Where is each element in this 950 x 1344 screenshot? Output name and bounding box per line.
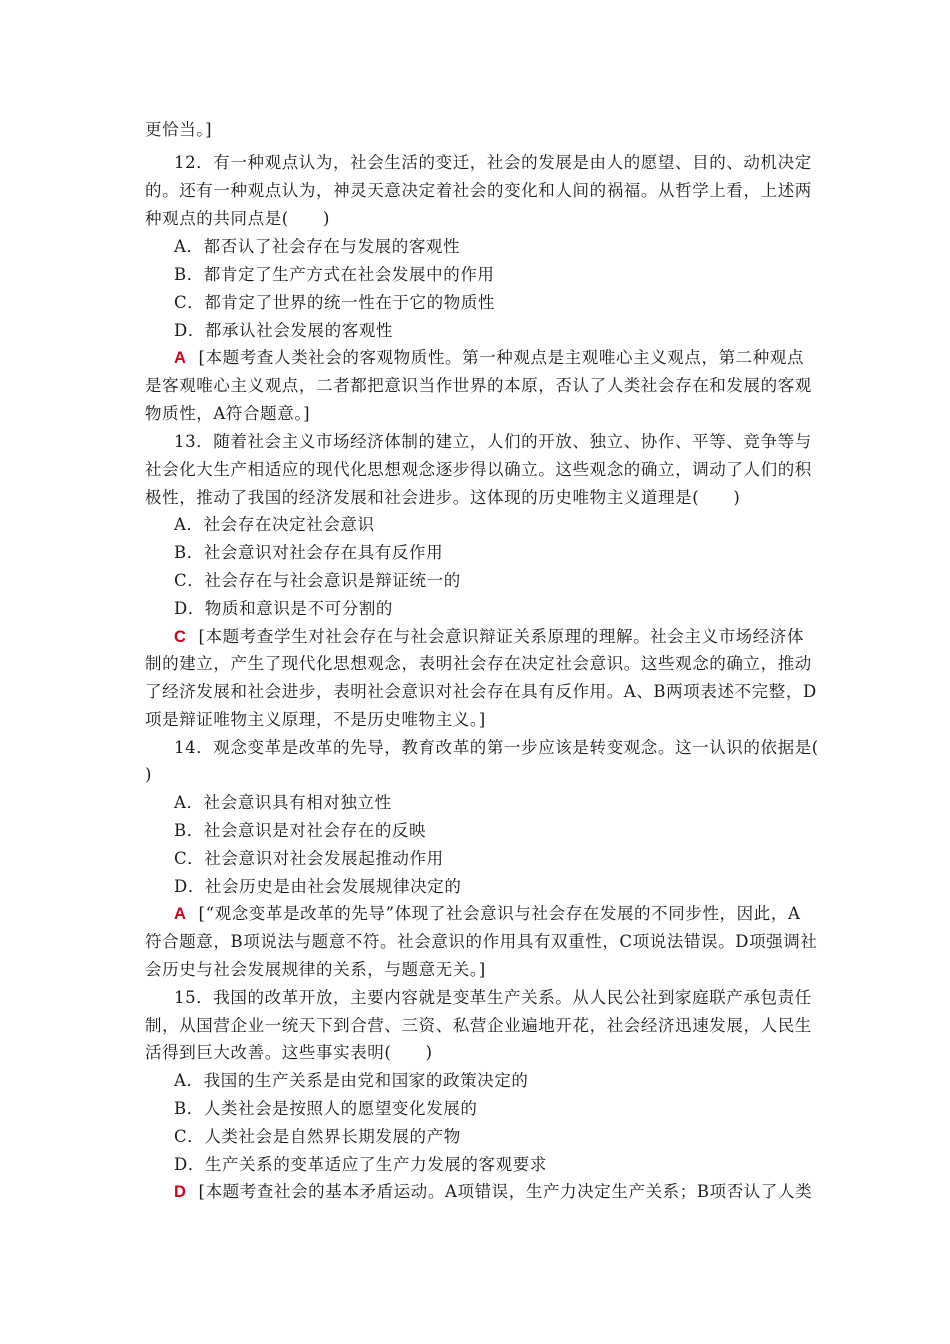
question-stem-line: 15．我国的改革开放，主要内容就是变革生产关系。从人民公社到家庭联产承包责任 — [174, 988, 812, 1007]
option-b: B．社会意识是对社会存在的反映 — [174, 821, 427, 840]
option-a: A．社会意识具有相对独立性 — [174, 793, 392, 812]
explanation-line: 制的建立，产生了现代化思想观念，表明社会存在决定社会意识。这些观念的确立，推动 — [145, 654, 812, 673]
answer-explanation-line — [174, 348, 839, 368]
explanation-text: [本题考查人类社会的客观物质性。第一种观点是主观唯心主义观点，第二种观点 — [198, 348, 805, 367]
explanation-line: 会历史与社会发展规律的关系，与题意无关。] — [145, 960, 486, 979]
option-b: B．社会意识对社会存在具有反作用 — [174, 543, 444, 562]
question-stem-line: 12．有一种观点认为，社会生活的变迁，社会的发展是由人的愿望、目的、动机决定 — [174, 153, 812, 172]
answer-explanation-line — [174, 1182, 839, 1202]
question-stem-line: 的。还有一种观点认为，神灵天意决定着社会的变化和人间的祸福。从哲学上看，上述两 — [145, 181, 812, 200]
answer-letter: A — [174, 349, 187, 367]
option-d: D．都承认社会发展的客观性 — [174, 321, 394, 340]
option-a: A．我国的生产关系是由党和国家的政策决定的 — [174, 1071, 529, 1090]
answer-explanation-line — [174, 904, 839, 924]
question-stem-line: 极性，推动了我国的经济发展和社会进步。这体现的历史唯物主义道理是( ) — [145, 488, 741, 507]
option-c: C．都肯定了世界的统一性在于它的物质性 — [174, 293, 496, 312]
explanation-line: 是客观唯心主义观点，二者都把意识当作世界的本原，否认了人类社会存在和发展的客观 — [145, 376, 812, 395]
option-c: C．人类社会是自然界长期发展的产物 — [174, 1127, 461, 1146]
question-stem-line: 社会化大生产相适应的现代化思想观念逐步得以确立。这些观念的确立，调动了人们的积 — [145, 460, 812, 479]
question-stem-line: 活得到巨大改善。这些事实表明( ) — [145, 1043, 433, 1062]
option-c: C．社会存在与社会意识是辩证统一的 — [174, 571, 461, 590]
option-d: D．物质和意识是不可分割的 — [174, 599, 394, 618]
explanation-text: [本题考查学生对社会存在与社会意识辩证关系原理的理解。社会主义市场经济体 — [198, 627, 805, 646]
option-b: B．人类社会是按照人的愿望变化发展的 — [174, 1099, 478, 1118]
answer-letter: D — [174, 1183, 187, 1201]
explanation-line: 符合题意，B项说法与题意不符。社会意识的作用具有双重性，C项说法错误。D项强调社 — [145, 932, 818, 951]
option-a: A．都否认了社会存在与发展的客观性 — [174, 237, 461, 256]
answer-explanation-line — [174, 627, 839, 647]
option-b: B．都肯定了生产方式在社会发展中的作用 — [174, 265, 495, 284]
explanation-line: 了经济发展和社会进步，表明社会意识对社会存在具有反作用。A、B两项表述不完整，D — [145, 682, 817, 701]
question-stem-line: 种观点的共同点是( ) — [145, 209, 331, 228]
explanation-text: [本题考查社会的基本矛盾运动。A项错误，生产力决定生产关系；B项否认了人类 — [198, 1182, 813, 1201]
previous-answer-tail: 更恰当。] — [145, 120, 213, 139]
question-stem-line: ) — [145, 765, 153, 784]
answer-letter: C — [174, 628, 187, 646]
question-stem-line: 13．随着社会主义市场经济体制的建立，人们的开放、独立、协作、平等、竞争等与 — [174, 432, 812, 451]
answer-letter: A — [174, 905, 187, 923]
option-d: D．社会历史是由社会发展规律决定的 — [174, 877, 462, 896]
explanation-line: 物质性，A符合题意。] — [145, 404, 311, 423]
option-c: C．社会意识对社会发展起推动作用 — [174, 849, 444, 868]
option-d: D．生产关系的变革适应了生产力发展的客观要求 — [174, 1155, 547, 1174]
question-stem-line: 14．观念变革是改革的先导，教育改革的第一步应该是转变观念。这一认识的依据是( — [174, 738, 819, 757]
option-a: A．社会存在决定社会意识 — [174, 515, 375, 534]
explanation-line: 项是辩证唯物主义原理，不是历史唯物主义。] — [145, 710, 486, 729]
explanation-text: [“观念变革是改革的先导”体现了社会意识与社会存在发展的不同步性，因此，A — [198, 904, 801, 923]
question-stem-line: 制，从国营企业一统天下到合营、三资、私营企业遍地开花，社会经济迅速发展，人民生 — [145, 1016, 812, 1035]
